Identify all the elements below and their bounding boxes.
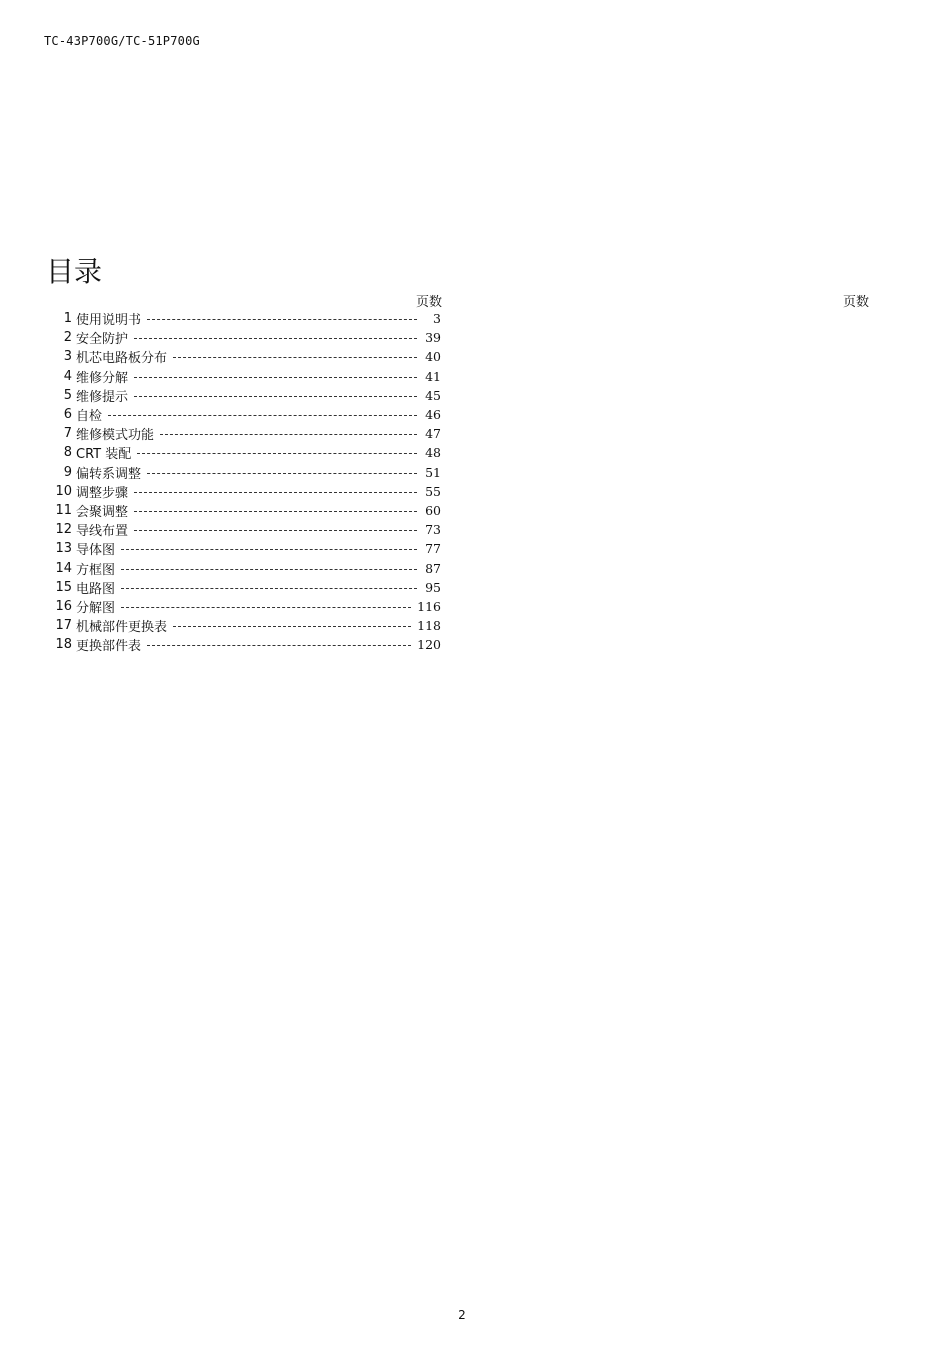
dotted-leader [134, 530, 417, 531]
toc-entry-page: 87 [425, 560, 441, 576]
toc-entry[interactable] [52, 558, 444, 577]
toc-entry-number: 2 [63, 330, 72, 346]
toc-entry[interactable] [52, 597, 444, 616]
toc-entry-page: 3 [433, 311, 441, 327]
toc-entry-number: 18 [55, 637, 72, 653]
toc-entry-label: 调整步骤 [76, 485, 129, 501]
toc-entry[interactable] [52, 328, 444, 347]
page-column-header-right: 页数 [843, 295, 870, 310]
toc-entry-label: 使用说明书 [76, 313, 142, 329]
toc-entry-number: 13 [55, 541, 72, 557]
toc-entry[interactable] [52, 367, 444, 386]
toc-entry-number: 1 [63, 311, 72, 327]
toc-entry-number: 15 [55, 579, 72, 595]
toc-entry[interactable] [52, 347, 444, 366]
dotted-leader [121, 569, 417, 570]
toc-entry-label: 电路图 [76, 581, 116, 597]
toc-entry-page: 48 [425, 445, 441, 461]
toc-entry-label: 分解图 [76, 600, 116, 616]
page-number: 2 [458, 1308, 466, 1322]
dotted-leader [147, 645, 411, 646]
toc-entry-label: 维修提示 [76, 389, 129, 405]
table-of-contents [52, 309, 444, 654]
toc-entry-label: 机芯电路板分布 [76, 351, 168, 367]
toc-entry-page: 73 [425, 522, 441, 538]
toc-entry-page: 60 [425, 502, 441, 518]
toc-entry-label: 导体图 [76, 543, 116, 559]
toc-entry-number: 8 [63, 445, 72, 461]
toc-entry-label: 导线布置 [76, 524, 129, 540]
toc-entry[interactable] [52, 482, 444, 501]
toc-entry-number: 5 [63, 387, 72, 403]
dotted-leader [134, 492, 417, 493]
dotted-leader [160, 434, 417, 435]
toc-entry-number: 3 [63, 349, 72, 365]
toc-entry[interactable] [52, 309, 444, 328]
dotted-leader [108, 415, 417, 416]
toc-entry-label: 维修分解 [76, 370, 129, 386]
toc-entry-page: 95 [425, 579, 441, 595]
toc-entry-number: 17 [55, 618, 72, 634]
toc-entry-page: 51 [425, 464, 441, 480]
document-header-model: TC-43P700G/TC-51P700G [44, 34, 200, 48]
dotted-leader [137, 453, 417, 454]
dotted-leader [121, 588, 417, 589]
toc-entry-page: 39 [425, 330, 441, 346]
toc-entry[interactable] [52, 405, 444, 424]
toc-entry-number: 12 [55, 522, 72, 538]
toc-entry-page: 47 [425, 426, 441, 442]
page-column-header-left: 页数 [416, 295, 443, 310]
toc-entry-number: 16 [55, 598, 72, 614]
toc-entry-label: 更换部件表 [76, 639, 142, 655]
toc-entry-number: 9 [63, 464, 72, 480]
dotted-leader [134, 377, 417, 378]
toc-entry-page: 41 [425, 368, 441, 384]
toc-entry-page: 46 [425, 407, 441, 423]
dotted-leader [173, 357, 417, 358]
toc-entry-page: 45 [425, 387, 441, 403]
toc-entry[interactable] [52, 424, 444, 443]
toc-entry-page: 118 [417, 618, 441, 634]
toc-entry-page: 120 [417, 637, 441, 653]
toc-entry-number: 10 [55, 483, 72, 499]
toc-entry-label: CRT 装配 [76, 447, 132, 463]
toc-entry-page: 40 [425, 349, 441, 365]
dotted-leader [121, 549, 417, 550]
toc-title: 目录 [46, 255, 103, 288]
toc-entry[interactable] [52, 386, 444, 405]
dotted-leader [173, 626, 411, 627]
dotted-leader [134, 396, 417, 397]
toc-entry[interactable] [52, 635, 444, 654]
toc-entry-number: 14 [55, 560, 72, 576]
toc-entry-label: 安全防护 [76, 332, 129, 348]
toc-entry-page: 55 [425, 483, 441, 499]
toc-entry[interactable] [52, 443, 444, 462]
toc-entry[interactable] [52, 520, 444, 539]
dotted-leader [134, 511, 417, 512]
toc-entry-number: 7 [63, 426, 72, 442]
dotted-leader [121, 607, 411, 608]
toc-entry-label: 偏转系调整 [76, 466, 142, 482]
toc-entry-number: 6 [63, 407, 72, 423]
toc-entry-label: 自检 [76, 409, 103, 425]
toc-entry-number: 4 [63, 368, 72, 384]
toc-entry-label: 机械部件更换表 [76, 620, 168, 636]
dotted-leader [134, 338, 417, 339]
toc-entry[interactable] [52, 578, 444, 597]
toc-entry-label: 方框图 [76, 562, 116, 578]
toc-entry-label: 会聚调整 [76, 504, 129, 520]
toc-entry[interactable] [52, 501, 444, 520]
toc-entry-number: 11 [55, 502, 72, 518]
dotted-leader [147, 473, 417, 474]
toc-entry[interactable] [52, 463, 444, 482]
toc-entry-label: 维修模式功能 [76, 428, 155, 444]
toc-entry[interactable] [52, 539, 444, 558]
toc-entry[interactable] [52, 616, 444, 635]
toc-entry-page: 77 [425, 541, 441, 557]
toc-entry-page: 116 [417, 598, 441, 614]
dotted-leader [147, 319, 417, 320]
